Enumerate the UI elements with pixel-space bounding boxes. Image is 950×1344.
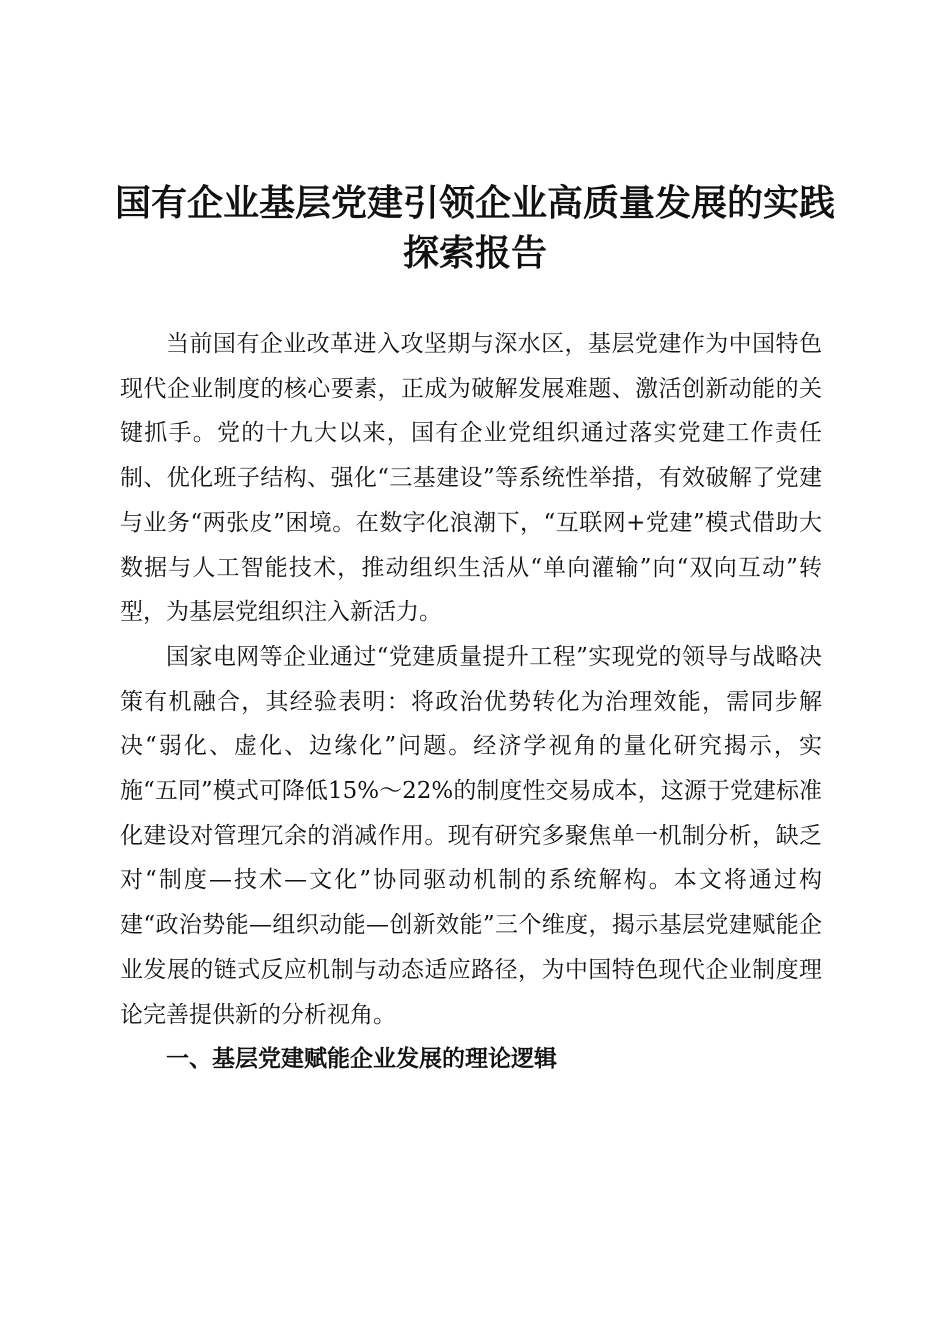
document-body bbox=[120, 322, 822, 1082]
section-heading: 一、基层党建赋能企业发展的理论逻辑 bbox=[166, 1046, 557, 1073]
document-title: 国有企业基层党建引领企业高质量发展的实践探索报告 bbox=[114, 182, 835, 274]
paragraph-intro: 当前国有企业改革进入攻坚期与深水区，基层党建作为中国特色现代企业制度的核心要素，正成为破解发展难题、激活创新动能的关键抓手。党的十九大以来，国有企业党组织通过落实党建工作责任制、优化班子结构、强化“三基建设”等系统性举措，有效破解了党建与业务“两张皮”困境。在数字化浪潮下，“互联网+党建”模式借助大数据与人工智能技术，推动组织生活从“单向灌输”向“双向互动”转型，为基层党组织注入新活力。 bbox=[120, 331, 822, 626]
paragraph-research: 国家电网等企业通过“党建质量提升工程”实现党的领导与战略决策有机融合，其经验表明：将政治优势转化为治理效能，需同步解决“弱化、虚化、边缘化”问题。经济学视角的量化研究揭示，实施“五同”模式可降低15%～22%的制度性交易成本，这源于党建标准化建设对管理冗余的消减作用。现有研究多聚焦单一机制分析，缺乏对“制度—技术—文化”协同驱动机制的系统解构。本文将通过构建“政治势能—组织动能—创新效能”三个维度，揭示基层党建赋能企业发展的链式反应机制与动态适应路径，为中国特色现代企业制度理论完善提供新的分析视角。 bbox=[120, 643, 822, 1028]
